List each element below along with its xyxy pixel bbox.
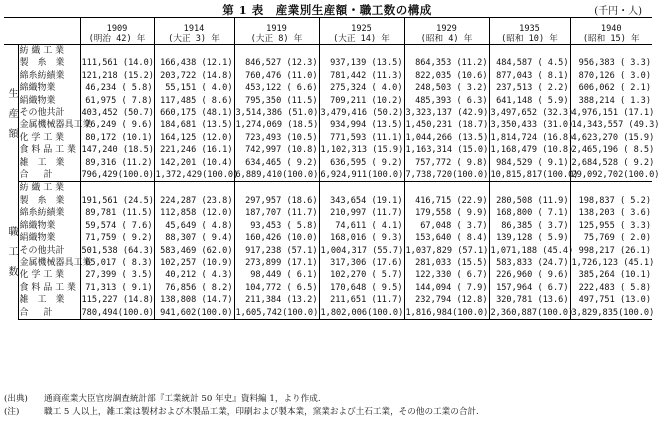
value-cell: 86,385 ( 3.7) bbox=[489, 220, 570, 232]
row-label: 食 料 品 工 業 bbox=[19, 145, 76, 156]
data-table bbox=[4, 17, 659, 320]
value-cell: 1,004,317 (55.7) bbox=[320, 245, 404, 256]
row-label: 絹織物業 bbox=[19, 95, 56, 106]
row-label: 合 計 bbox=[18, 307, 80, 320]
value-cell: 317,306 (17.6) bbox=[319, 257, 404, 269]
value-cell: 59,574 ( 7.6) bbox=[80, 220, 154, 232]
value-cell: 29,092,702(100.0) bbox=[571, 170, 659, 181]
value-cell: 3,514,386 (51.0) bbox=[235, 108, 319, 119]
row-label: 綿糸紡績業 bbox=[19, 208, 65, 219]
value-cell: 501,538 (64.3) bbox=[81, 245, 154, 256]
value-cell: 757,772 ( 9.8) bbox=[404, 157, 489, 169]
value-cell: 121,218 (15.2) bbox=[81, 70, 154, 81]
value-cell: 780,494(100.0) bbox=[81, 307, 154, 318]
value-cell bbox=[319, 182, 404, 195]
value-cell: 1,102,313 (15.9) bbox=[320, 145, 404, 156]
table-row bbox=[4, 269, 652, 281]
footnote: (注) 職工 5 人以上，雑工業は製材および木製品工業，印刷および製本業，窯業および土石工業，その他の工業の合計. bbox=[4, 407, 479, 417]
value-cell: 170,648 ( 9.5) bbox=[319, 282, 404, 294]
value-cell: 115,227 (14.8) bbox=[81, 295, 154, 306]
value-cell: 870,126 ( 3.0) bbox=[570, 70, 652, 82]
value-cell: 636,595 ( 9.2) bbox=[319, 157, 404, 169]
value-cell: 3,829,835(100.0) bbox=[571, 307, 655, 318]
value-cell: 497,751 (13.0) bbox=[570, 294, 652, 306]
table-row bbox=[4, 294, 652, 306]
value-cell: 343,654 (19.1) bbox=[319, 195, 404, 207]
value-cell: 138,203 ( 3.6) bbox=[570, 207, 652, 219]
value-cell: 877,043 ( 8.1) bbox=[489, 70, 570, 82]
value-cell: 606,062 ( 2.1) bbox=[570, 82, 652, 94]
value-cell: 660,175 (48.1) bbox=[154, 107, 234, 119]
value-cell bbox=[154, 45, 234, 58]
value-cell: 1,372,429(100.0) bbox=[155, 170, 239, 181]
value-cell: 40,212 ( 4.3) bbox=[154, 269, 234, 281]
value-cell: 1,802,006(100.0) bbox=[320, 307, 404, 318]
table-row bbox=[4, 119, 652, 131]
table-row bbox=[4, 207, 652, 219]
value-cell: 2,360,887(100.0) bbox=[490, 307, 574, 318]
value-cell: 1,450,231 (18.7) bbox=[405, 120, 489, 131]
table-row bbox=[4, 282, 652, 294]
source-note: (出典) 通商産業大臣官房調査統計部『工業統計 50 年史』資料編 1，より作成. bbox=[4, 394, 321, 404]
year-header: 1935 (昭和 10) 年 bbox=[489, 18, 570, 45]
row-label: 綿織物業 bbox=[19, 220, 56, 231]
value-cell: 641,148 ( 5.9) bbox=[489, 95, 570, 107]
value-cell: 168,800 ( 7.1) bbox=[489, 207, 570, 219]
table-row bbox=[4, 257, 652, 269]
value-cell: 998,217 (26.1) bbox=[570, 245, 652, 257]
value-cell: 917,238 (57.1) bbox=[234, 245, 319, 257]
value-cell bbox=[234, 45, 319, 58]
row-label: 綿糸紡績業 bbox=[19, 70, 65, 81]
value-cell: 3,323,137 (42.9) bbox=[405, 108, 489, 119]
table-row bbox=[4, 132, 652, 144]
value-cell bbox=[319, 45, 404, 58]
table-row bbox=[4, 157, 652, 169]
row-label: 紡 織 工 業 bbox=[19, 183, 65, 194]
value-cell: 1,037,829 (57.1) bbox=[405, 245, 489, 256]
table-row bbox=[4, 232, 652, 244]
value-cell: 211,384 (13.2) bbox=[234, 294, 319, 306]
row-label: 製 糸 業 bbox=[19, 195, 65, 206]
value-cell bbox=[489, 45, 570, 58]
value-cell: 61,975 ( 7.8) bbox=[80, 95, 154, 107]
row-label: 綿織物業 bbox=[19, 83, 56, 94]
value-cell: 634,465 ( 9.2) bbox=[234, 157, 319, 169]
value-cell: 795,350 (11.5) bbox=[234, 95, 319, 107]
value-cell: 71,313 ( 9.1) bbox=[80, 282, 154, 294]
value-cell: 88,307 ( 9.4) bbox=[154, 232, 234, 244]
total-row bbox=[4, 307, 652, 320]
year-header: 1929 (昭和 4) 年 bbox=[404, 18, 489, 45]
value-cell: 221,246 (16.1) bbox=[154, 144, 234, 156]
value-cell: 403,452 (50.7) bbox=[81, 108, 154, 119]
value-cell: 74,611 ( 4.1) bbox=[319, 220, 404, 232]
table-row bbox=[4, 45, 652, 58]
value-cell: 89,781 (11.5) bbox=[80, 207, 154, 219]
table-row bbox=[4, 245, 652, 257]
value-cell: 210,997 (11.7) bbox=[319, 207, 404, 219]
value-cell: 112,858 (12.0) bbox=[154, 207, 234, 219]
year-header: 1914 (大正 3) 年 bbox=[154, 18, 234, 45]
row-label: 雑 工 業 bbox=[19, 295, 65, 306]
value-cell: 166,438 (12.1) bbox=[154, 57, 234, 69]
value-cell: 117,485 ( 8.6) bbox=[154, 95, 234, 107]
value-cell: 280,508 (11.9) bbox=[489, 195, 570, 207]
value-cell: 956,383 ( 3.3) bbox=[570, 57, 652, 69]
notes bbox=[4, 393, 479, 419]
total-row bbox=[4, 169, 652, 182]
section-label: 生 産 額 bbox=[4, 45, 18, 182]
table-row bbox=[4, 144, 652, 156]
value-cell: 1,726,123 (45.1) bbox=[571, 257, 655, 268]
value-cell: 98,449 ( 6.1) bbox=[234, 269, 319, 281]
value-cell: 583,833 (24.7) bbox=[489, 257, 570, 269]
value-cell: 164,125 (12.0) bbox=[154, 132, 234, 144]
value-cell: 203,722 (14.8) bbox=[154, 70, 234, 82]
value-cell bbox=[234, 182, 319, 195]
value-cell: 80,172 (10.1) bbox=[80, 132, 154, 144]
value-cell: 191,561 (24.5) bbox=[81, 195, 154, 206]
value-cell: 1,814,724 (16.8) bbox=[490, 132, 574, 143]
year-header: 1909 (明治 42) 年 bbox=[80, 18, 154, 45]
value-cell: 320,781 (13.6) bbox=[489, 294, 570, 306]
value-cell: 6,889,410(100.0) bbox=[235, 170, 319, 181]
value-cell bbox=[570, 45, 652, 58]
table-row bbox=[4, 82, 652, 94]
value-cell: 273,899 (17.1) bbox=[234, 257, 319, 269]
table-row bbox=[4, 195, 652, 207]
value-cell: 76,856 ( 8.2) bbox=[154, 282, 234, 294]
value-cell: 864,353 (11.2) bbox=[404, 57, 489, 69]
value-cell: 453,122 ( 6.6) bbox=[234, 82, 319, 94]
value-cell: 984,529 ( 9.1) bbox=[489, 157, 570, 169]
value-cell: 1,605,742(100.0) bbox=[235, 307, 319, 318]
value-cell: 184,681 (13.5) bbox=[154, 119, 234, 131]
value-cell: 27,399 ( 3.5) bbox=[80, 269, 154, 281]
value-cell: 160,426 (10.0) bbox=[234, 232, 319, 244]
value-cell: 10,815,817(100.0) bbox=[490, 170, 579, 181]
value-cell: 2,684,528 ( 9.2) bbox=[571, 157, 655, 168]
value-cell: 226,960 ( 9.6) bbox=[489, 269, 570, 281]
value-cell: 846,527 (12.3) bbox=[234, 57, 319, 69]
table-row bbox=[4, 95, 652, 107]
value-cell bbox=[404, 182, 489, 195]
value-cell: 232,794 (12.8) bbox=[404, 294, 489, 306]
value-cell: 7,738,720(100.0) bbox=[405, 170, 489, 181]
value-cell: 4,976,151 (17.1) bbox=[571, 108, 655, 119]
row-label: 絹織物業 bbox=[19, 233, 56, 244]
value-cell bbox=[489, 182, 570, 195]
value-cell: 55,151 ( 4.0) bbox=[154, 82, 234, 94]
row-label: 金属機械器具工業 bbox=[19, 120, 92, 131]
value-cell: 796,429(100.0) bbox=[81, 170, 154, 181]
value-cell: 941,602(100.0) bbox=[154, 307, 234, 320]
header-row bbox=[4, 18, 652, 45]
value-cell: 14,343,557 (49.3) bbox=[571, 120, 659, 131]
value-cell: 71,759 ( 9.2) bbox=[80, 232, 154, 244]
value-cell: 723,493 (10.5) bbox=[234, 132, 319, 144]
value-cell: 93,453 ( 5.8) bbox=[234, 220, 319, 232]
value-cell: 385,264 (10.1) bbox=[570, 269, 652, 281]
value-cell: 76,249 ( 9.6) bbox=[80, 119, 154, 131]
row-label: 合 計 bbox=[18, 169, 80, 182]
year-header: 1940 (昭和 15) 年 bbox=[570, 18, 652, 45]
value-cell: 104,772 ( 6.5) bbox=[234, 282, 319, 294]
value-cell: 179,558 ( 9.9) bbox=[404, 207, 489, 219]
value-cell: 102,257 (10.9) bbox=[154, 257, 234, 269]
row-label: その他共計 bbox=[19, 108, 65, 119]
row-label: 製 糸 業 bbox=[19, 58, 65, 69]
value-cell: 237,513 ( 2.2) bbox=[489, 82, 570, 94]
value-cell: 122,330 ( 6.7) bbox=[404, 269, 489, 281]
value-cell: 248,503 ( 3.2) bbox=[404, 82, 489, 94]
value-cell: 1,168,479 (10.8) bbox=[490, 145, 574, 156]
header-corner bbox=[4, 18, 80, 45]
value-cell: 89,316 (11.2) bbox=[80, 157, 154, 169]
value-cell: 139,128 ( 5.9) bbox=[489, 232, 570, 244]
row-label: 雑 工 業 bbox=[19, 157, 65, 168]
value-cell bbox=[570, 182, 652, 195]
value-cell: 2,465,196 ( 8.5) bbox=[571, 145, 655, 156]
value-cell: 771,593 (11.1) bbox=[319, 132, 404, 144]
value-cell: 147,240 (18.5) bbox=[81, 145, 154, 156]
value-cell: 1,274,069 (18.5) bbox=[235, 120, 319, 131]
value-cell: 3,479,416 (50.2) bbox=[320, 108, 404, 119]
table-row bbox=[4, 70, 652, 82]
row-label: 食 料 品 工 業 bbox=[19, 282, 76, 293]
value-cell: 45,649 ( 4.8) bbox=[154, 220, 234, 232]
row-label: その他共計 bbox=[19, 245, 65, 256]
value-cell: 187,707 (11.7) bbox=[234, 207, 319, 219]
value-cell: 67,048 ( 3.7) bbox=[404, 220, 489, 232]
value-cell: 125,955 ( 3.3) bbox=[570, 220, 652, 232]
value-cell: 297,957 (18.6) bbox=[234, 195, 319, 207]
value-cell: 1,163,314 (15.0) bbox=[405, 145, 489, 156]
value-cell: 709,211 (10.2) bbox=[319, 95, 404, 107]
value-cell: 6,924,911(100.0) bbox=[320, 170, 404, 181]
value-cell: 1,816,984(100.0) bbox=[405, 307, 489, 318]
value-cell: 153,640 ( 8.4) bbox=[404, 232, 489, 244]
year-header: 1925 (大正 14) 年 bbox=[319, 18, 404, 45]
value-cell: 3,497,652 (32.3) bbox=[490, 108, 574, 119]
value-cell: 111,561 (14.0) bbox=[81, 58, 154, 69]
value-cell: 822,035 (10.6) bbox=[404, 70, 489, 82]
value-cell: 275,324 ( 4.0) bbox=[319, 82, 404, 94]
value-cell: 4,623,270 (15.9) bbox=[571, 132, 655, 143]
row-label: 化 学 工 業 bbox=[19, 132, 65, 143]
value-cell: 760,476 (11.0) bbox=[234, 70, 319, 82]
row-label: 化 学 工 業 bbox=[19, 270, 65, 281]
value-cell: 934,994 (13.5) bbox=[319, 119, 404, 131]
value-cell: 781,442 (11.3) bbox=[319, 70, 404, 82]
value-cell: 742,997 (10.8) bbox=[234, 144, 319, 156]
value-cell bbox=[404, 45, 489, 58]
value-cell: 65,017 ( 8.3) bbox=[80, 257, 154, 269]
unit-label: (千円・人) bbox=[594, 6, 642, 17]
value-cell: 3,350,433 (31.0) bbox=[490, 120, 574, 131]
value-cell: 937,139 (13.5) bbox=[319, 57, 404, 69]
table-title: 第 1 表 産業別生産額・職工数の構成 bbox=[222, 3, 432, 17]
value-cell: 138,808 (14.7) bbox=[154, 294, 234, 306]
value-cell bbox=[154, 182, 234, 195]
table-row bbox=[4, 220, 652, 232]
value-cell bbox=[80, 45, 154, 58]
value-cell: 1,071,188 (45.4) bbox=[490, 245, 574, 256]
value-cell: 157,964 ( 6.7) bbox=[489, 282, 570, 294]
value-cell: 583,469 (62.0) bbox=[154, 245, 234, 257]
value-cell: 224,287 (23.8) bbox=[154, 195, 234, 207]
value-cell: 168,016 ( 9.3) bbox=[319, 232, 404, 244]
value-cell: 198,837 ( 5.2) bbox=[570, 195, 652, 207]
section-label: 職 工 数 bbox=[4, 182, 18, 319]
value-cell: 142,201 (10.4) bbox=[154, 157, 234, 169]
value-cell: 144,094 ( 7.9) bbox=[404, 282, 489, 294]
value-cell: 46,234 ( 5.8) bbox=[80, 82, 154, 94]
value-cell bbox=[80, 182, 154, 195]
value-cell: 75,769 ( 2.0) bbox=[570, 232, 652, 244]
value-cell: 281,033 (15.5) bbox=[404, 257, 489, 269]
value-cell: 416,715 (22.9) bbox=[404, 195, 489, 207]
row-label: 金属機械器具工業 bbox=[19, 257, 92, 268]
value-cell: 1,044,266 (13.5) bbox=[405, 132, 489, 143]
table-row bbox=[4, 57, 652, 69]
value-cell: 211,651 (11.7) bbox=[319, 294, 404, 306]
table-row bbox=[4, 182, 652, 195]
row-label: 紡 織 工 業 bbox=[19, 46, 65, 56]
value-cell: 485,393 ( 6.3) bbox=[404, 95, 489, 107]
value-cell: 484,587 ( 4.5) bbox=[489, 57, 570, 69]
year-header: 1919 (大正 8) 年 bbox=[234, 18, 319, 45]
value-cell: 222,483 ( 5.8) bbox=[570, 282, 652, 294]
table-row bbox=[4, 107, 652, 119]
value-cell: 388,214 ( 1.3) bbox=[570, 95, 652, 107]
value-cell: 102,270 ( 5.7) bbox=[319, 269, 404, 281]
